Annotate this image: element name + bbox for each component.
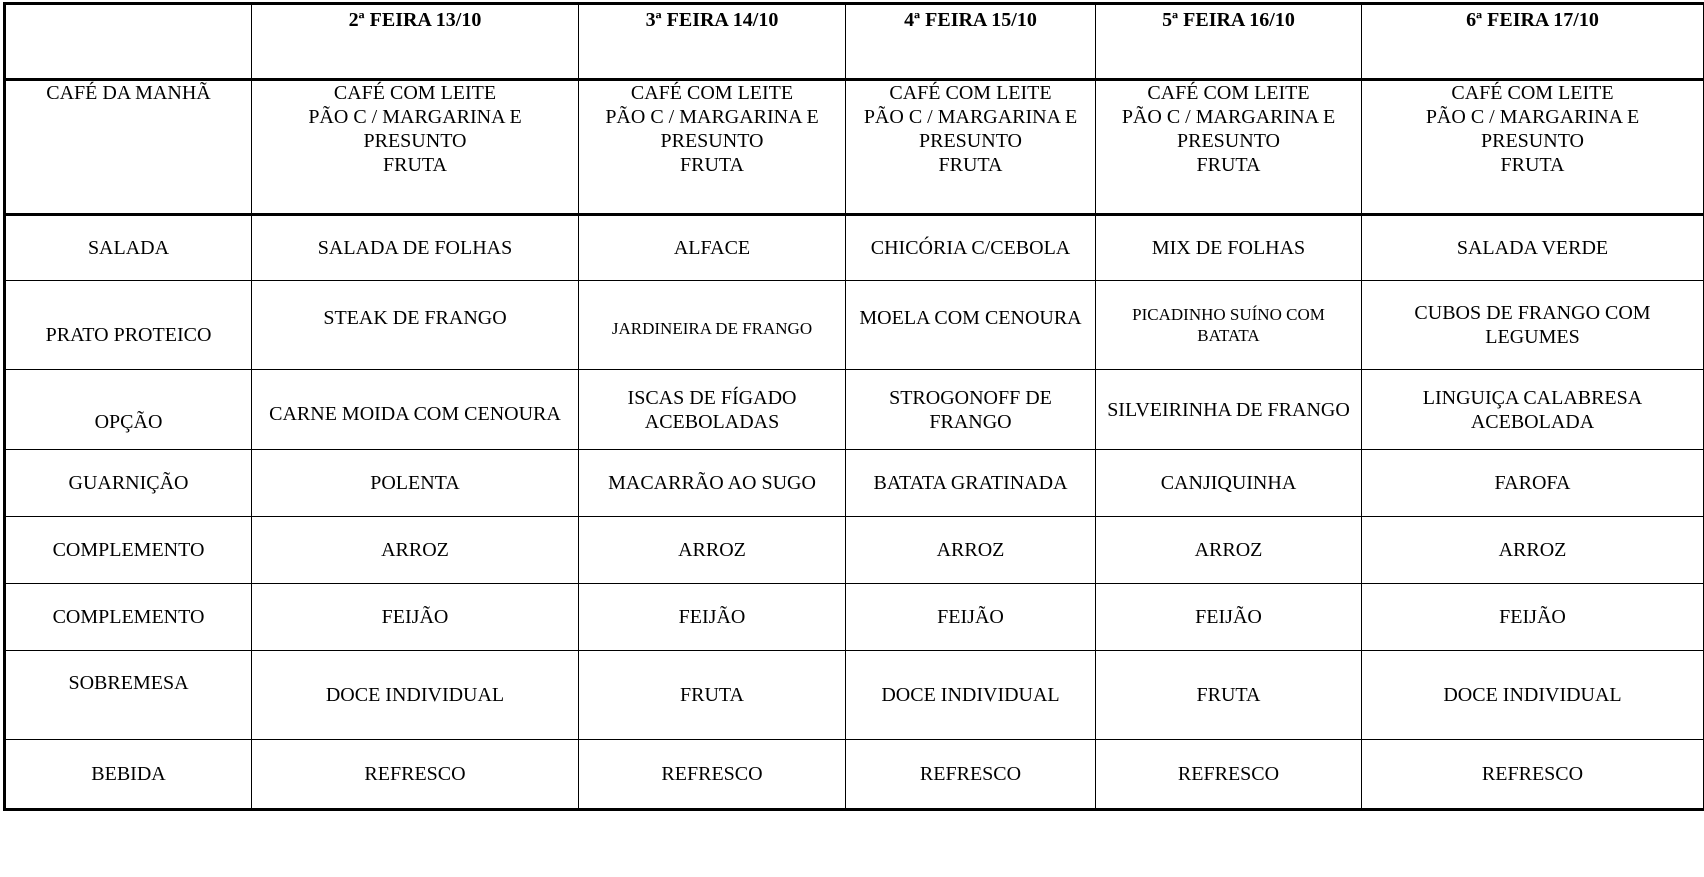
menu-cell: FEIJÃO — [846, 584, 1096, 651]
breakfast-cell — [846, 80, 1096, 215]
prato-proteico-row — [5, 281, 1704, 370]
day-header: 3ª FEIRA 14/10 — [579, 4, 846, 80]
menu-cell: MIX DE FOLHAS — [1096, 215, 1362, 281]
guarnicao-row — [5, 450, 1704, 517]
day-header: 4ª FEIRA 15/10 — [846, 4, 1096, 80]
sobremesa-row — [5, 651, 1704, 740]
salada-row — [5, 215, 1704, 281]
menu-cell: MOELA COM CENOURA — [846, 281, 1096, 370]
menu-cell: REFRESCO — [579, 740, 846, 810]
menu-cell: FEIJÃO — [579, 584, 846, 651]
breakfast-line: PRESUNTO — [363, 130, 467, 152]
menu-cell: ARROZ — [1362, 517, 1704, 584]
menu-cell: CANJIQUINHA — [1096, 450, 1362, 517]
row-label-complemento: COMPLEMENTO — [5, 517, 252, 584]
breakfast-line: PÃO C / MARGARINA E — [1425, 106, 1640, 128]
bebida-row — [5, 740, 1704, 810]
menu-cell: LINGUIÇA CALABRESA ACEBOLADA — [1362, 370, 1704, 450]
menu-cell: ALFACE — [579, 215, 846, 281]
breakfast-cell — [579, 80, 846, 215]
day-header: 5ª FEIRA 16/10 — [1096, 4, 1362, 80]
breakfast-line: FRUTA — [383, 154, 447, 176]
menu-cell: REFRESCO — [846, 740, 1096, 810]
breakfast-line: CAFÉ COM LEITE — [1451, 82, 1614, 104]
menu-cell: SALADA VERDE — [1362, 215, 1704, 281]
breakfast-line: PRESUNTO — [660, 130, 764, 152]
row-label-opcao: OPÇÃO — [5, 370, 252, 450]
menu-cell: FRUTA — [1096, 651, 1362, 740]
opcao-row — [5, 370, 1704, 450]
row-label-breakfast: CAFÉ DA MANHÃ — [5, 80, 252, 215]
menu-cell: ARROZ — [846, 517, 1096, 584]
day-header: 2ª FEIRA 13/10 — [252, 4, 579, 80]
breakfast-line: PÃO C / MARGARINA E — [863, 106, 1078, 128]
menu-cell: JARDINEIRA DE FRANGO — [579, 281, 846, 370]
breakfast-cell — [1096, 80, 1362, 215]
breakfast-line: PRESUNTO — [1481, 130, 1584, 152]
menu-cell: STROGONOFF DE FRANGO — [846, 370, 1096, 450]
menu-cell: PICADINHO SUÍNO COM BATATA — [1096, 281, 1362, 370]
menu-cell: ARROZ — [579, 517, 846, 584]
breakfast-cell — [252, 80, 579, 215]
breakfast-row — [5, 80, 1704, 215]
row-label-complemento: COMPLEMENTO — [5, 584, 252, 651]
menu-cell: CARNE MOIDA COM CENOURA — [252, 370, 579, 450]
corner-cell — [5, 4, 252, 80]
menu-cell: DOCE INDIVIDUAL — [1362, 651, 1704, 740]
menu-cell: POLENTA — [252, 450, 579, 517]
row-label-salada: SALADA — [5, 215, 252, 281]
breakfast-line: PÃO C / MARGARINA E — [605, 106, 819, 128]
breakfast-line: PÃO C / MARGARINA E — [1121, 106, 1336, 128]
row-label-prato-proteico: PRATO PROTEICO — [5, 281, 252, 370]
breakfast-line: PRESUNTO — [1177, 130, 1280, 152]
breakfast-line: FRUTA — [1500, 154, 1565, 176]
menu-cell: STEAK DE FRANGO — [252, 281, 579, 370]
menu-cell: DOCE INDIVIDUAL — [252, 651, 579, 740]
menu-cell: BATATA GRATINADA — [846, 450, 1096, 517]
breakfast-line: CAFÉ COM LEITE — [630, 82, 794, 104]
weekly-menu-table — [3, 2, 1704, 811]
breakfast-line: FRUTA — [680, 154, 744, 176]
breakfast-line: FRUTA — [938, 154, 1003, 176]
breakfast-cell — [1362, 80, 1704, 215]
breakfast-line: CAFÉ COM LEITE — [1147, 82, 1310, 104]
menu-cell: SILVEIRINHA DE FRANGO — [1096, 370, 1362, 450]
menu-cell: MACARRÃO AO SUGO — [579, 450, 846, 517]
menu-cell: FRUTA — [579, 651, 846, 740]
header-row — [5, 4, 1704, 80]
row-label-bebida: BEBIDA — [5, 740, 252, 810]
breakfast-line: FRUTA — [1196, 154, 1261, 176]
menu-cell: CHICÓRIA C/CEBOLA — [846, 215, 1096, 281]
breakfast-line: PÃO C / MARGARINA E — [308, 106, 522, 128]
menu-cell: FEIJÃO — [1362, 584, 1704, 651]
breakfast-line: CAFÉ COM LEITE — [333, 82, 497, 104]
menu-cell: ARROZ — [252, 517, 579, 584]
menu-cell: REFRESCO — [1362, 740, 1704, 810]
menu-cell: SALADA DE FOLHAS — [252, 215, 579, 281]
breakfast-line: PRESUNTO — [919, 130, 1022, 152]
menu-cell: ISCAS DE FÍGADO ACEBOLADAS — [579, 370, 846, 450]
menu-cell: DOCE INDIVIDUAL — [846, 651, 1096, 740]
menu-cell: FAROFA — [1362, 450, 1704, 517]
menu-cell: CUBOS DE FRANGO COM LEGUMES — [1362, 281, 1704, 370]
row-label-sobremesa: SOBREMESA — [5, 651, 252, 740]
complemento-row — [5, 517, 1704, 584]
menu-cell: REFRESCO — [252, 740, 579, 810]
menu-cell: REFRESCO — [1096, 740, 1362, 810]
menu-cell: FEIJÃO — [252, 584, 579, 651]
day-header: 6ª FEIRA 17/10 — [1362, 4, 1704, 80]
row-label-guarnicao: GUARNIÇÃO — [5, 450, 252, 517]
breakfast-line: CAFÉ COM LEITE — [889, 82, 1052, 104]
menu-cell: FEIJÃO — [1096, 584, 1362, 651]
menu-cell: ARROZ — [1096, 517, 1362, 584]
complemento-row — [5, 584, 1704, 651]
